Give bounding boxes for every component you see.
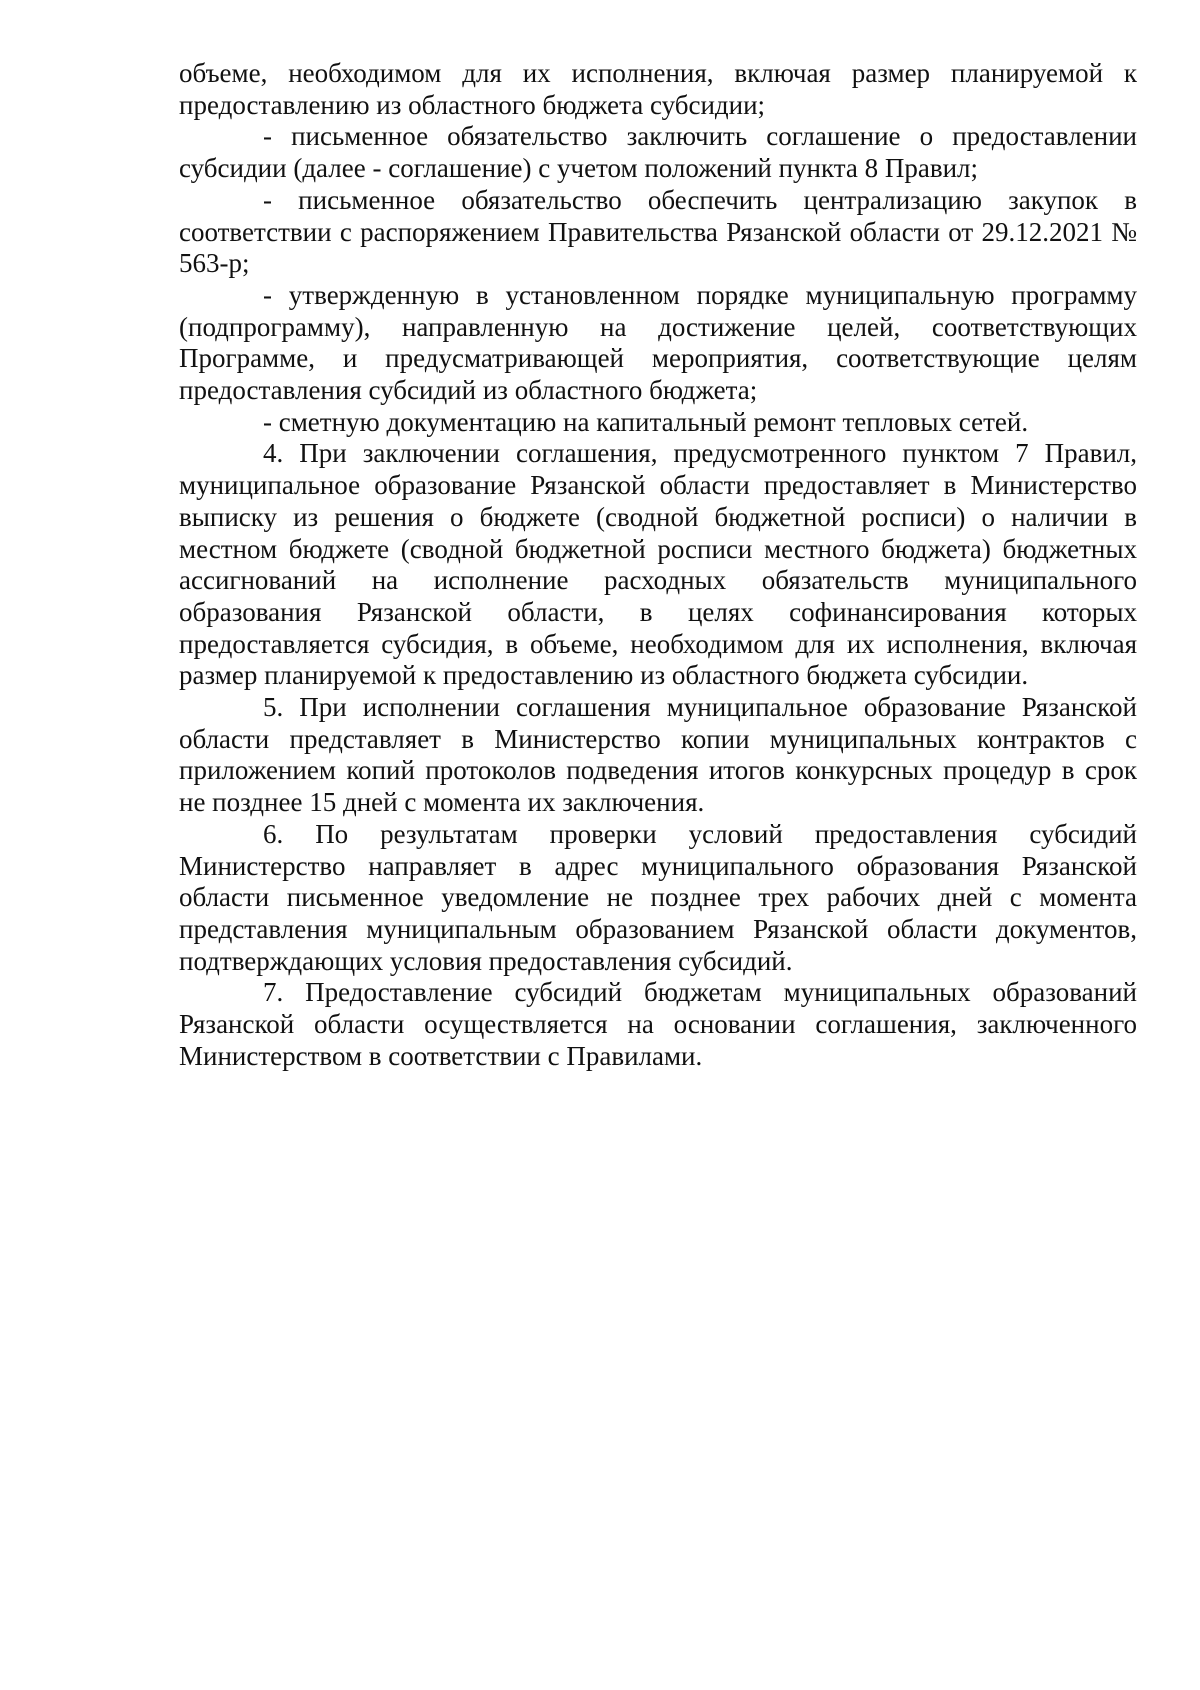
list-item-written-agreement: - письменное обязательство заключить соглашение о предоставлении субсидии (далее - соглашение) с учетом положений пункта 8 Правил; — [179, 121, 1137, 184]
list-item-centralization: - письменное обязательство обеспечить централизацию закупок в соответствии с распоряжением Правительства Рязанской области от 29.12.2021 № 563-р; — [179, 184, 1137, 279]
paragraph-point-4: 4. При заключении соглашения, предусмотренного пунктом 7 Правил, муниципальное образование Рязанской области предоставляет в Министерство выписку из решения о бюджете (сводной бюджетной росписи) о наличии в местном бюджете (сводной бюджетной росписи местного бюджета) бюджетных ассигнований на исполнение расходных обязательств муниципального образования Рязанской области, в целях софинансирования которых предоставляется субсидия, в объеме, необходимом для их исполнения, включая размер планируемой к предоставлению из областного бюджета субсидии. — [179, 438, 1137, 691]
paragraph-point-5: 5. При исполнении соглашения муниципальное образование Рязанской области представляет в Министерство копии муниципальных контрактов с приложением копий протоколов подведения итогов конкурсных процедур в срок не позднее 15 дней с момента их заключения. — [179, 692, 1137, 818]
paragraph-point-6: 6. По результатам проверки условий предоставления субсидий Министерство направляет в адрес муниципального образования Рязанской области письменное уведомление не позднее трех рабочих дней с момента представления муниципальным образованием Рязанской области документов, подтверждающих условия предоставления субсидий. — [179, 818, 1137, 976]
paragraph-continuation: объеме, необходимом для их исполнения, включая размер планируемой к предоставлению из областного бюджета субсидии; — [179, 58, 1137, 120]
paragraph-point-7: 7. Предоставление субсидий бюджетам муниципальных образований Рязанской области осуществляется на основании соглашения, заключенного Министерством в соответствии с Правилами. — [179, 977, 1137, 1071]
document-page — [179, 58, 1137, 1073]
list-item-estimate-docs: - сметную документацию на капитальный ремонт тепловых сетей. — [263, 406, 1029, 437]
list-item-municipal-program: - утвержденную в установленном порядке муниципальную программу (подпрограмму), направленную на достижение целей, соответствующих Программе, и предусматривающей мероприятия, соответствующие целям предоставления субсидий из областного бюджета; — [179, 279, 1137, 406]
